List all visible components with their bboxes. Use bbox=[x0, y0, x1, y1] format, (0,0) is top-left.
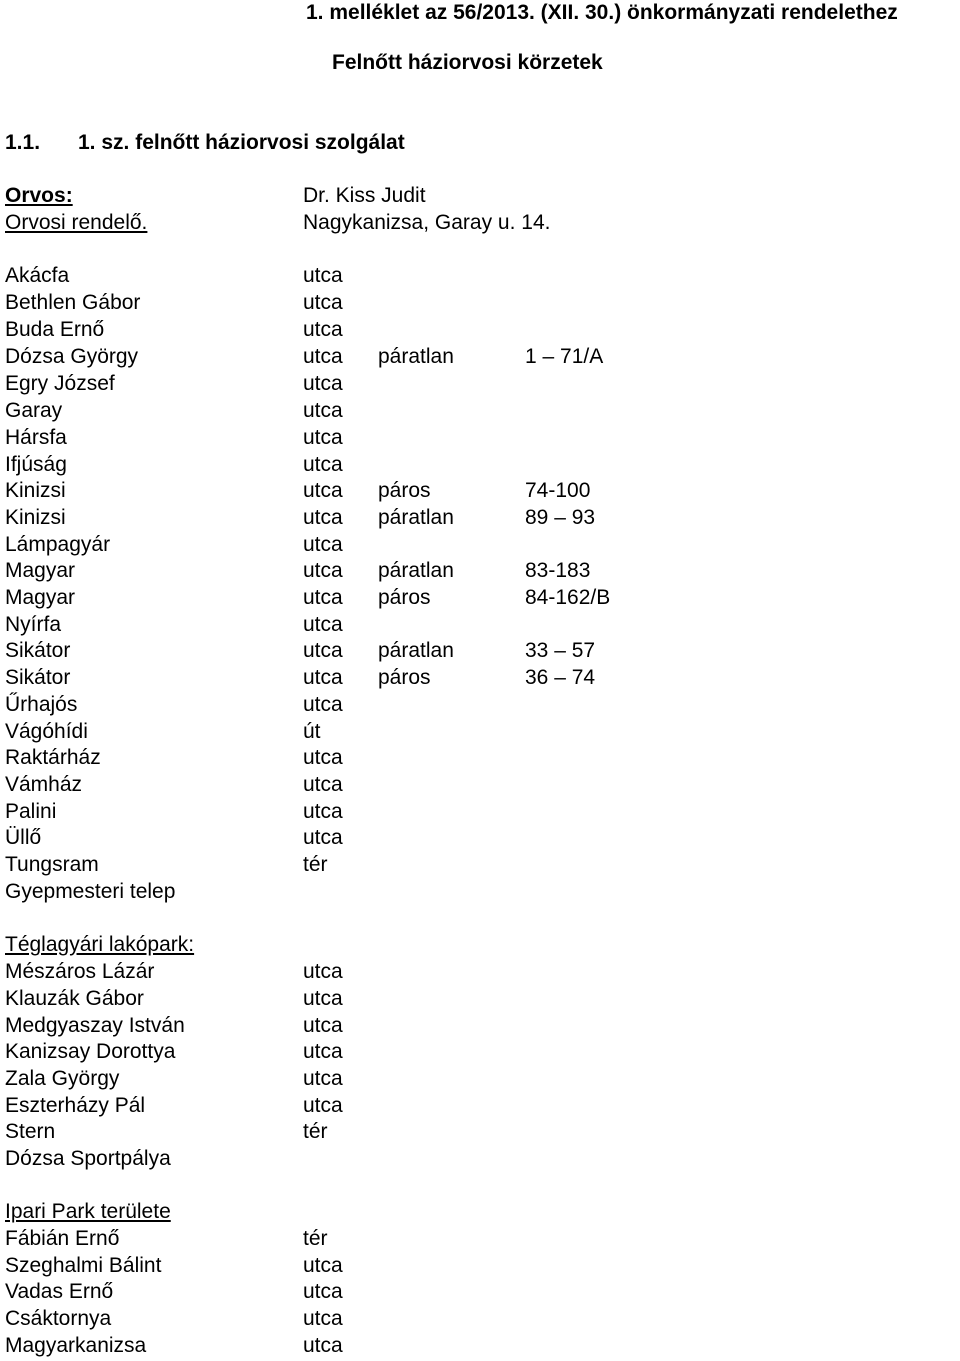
list-item bbox=[0, 1038, 960, 1065]
street-type: utca bbox=[303, 533, 343, 556]
street-type: utca bbox=[303, 1014, 343, 1037]
list-item bbox=[0, 397, 960, 424]
street-name: Űrhajós bbox=[5, 693, 78, 716]
street-type: utca bbox=[303, 264, 343, 287]
street-name: Hársfa bbox=[5, 426, 67, 449]
list-item bbox=[0, 771, 960, 798]
section-heading-label: Téglagyári lakópark: bbox=[5, 933, 195, 956]
street-type: utca bbox=[303, 1307, 343, 1330]
street-name: Dózsa György bbox=[5, 345, 139, 368]
street-range: 33 – 57 bbox=[525, 639, 596, 662]
office-value: Nagykanizsa, Garay u. 14. bbox=[303, 211, 551, 234]
list-item bbox=[0, 477, 960, 504]
office-label: Orvosi rendelő. bbox=[5, 211, 148, 234]
list-item bbox=[0, 798, 960, 825]
street-type: utca bbox=[303, 453, 343, 476]
street-type: utca bbox=[303, 613, 343, 636]
street-name: Eszterházy Pál bbox=[5, 1094, 146, 1117]
street-name: Magyar bbox=[5, 559, 76, 582]
street-type: út bbox=[303, 720, 321, 743]
street-name: Kinizsi bbox=[5, 506, 66, 529]
street-type: utca bbox=[303, 826, 343, 849]
list-item bbox=[0, 1225, 960, 1252]
street-type: utca bbox=[303, 639, 343, 662]
list-item bbox=[0, 637, 960, 664]
list-item bbox=[0, 1332, 960, 1359]
doctor-value: Dr. Kiss Judit bbox=[303, 184, 426, 207]
annex-title: 1. melléklet az 56/2013. (XII. 30.) önkormányzati rendelethez bbox=[306, 1, 898, 24]
list-item bbox=[0, 985, 960, 1012]
street-name: Üllő bbox=[5, 826, 42, 849]
street-type: tér bbox=[303, 853, 328, 876]
list-item bbox=[0, 1065, 960, 1092]
street-parity: páratlan bbox=[378, 345, 454, 368]
list-item bbox=[0, 1092, 960, 1119]
street-type: utca bbox=[303, 291, 343, 314]
list-item bbox=[0, 1145, 960, 1172]
street-type: utca bbox=[303, 987, 343, 1010]
street-range: 1 – 71/A bbox=[525, 345, 604, 368]
list-item bbox=[0, 262, 960, 289]
street-name: Garay bbox=[5, 399, 63, 422]
street-name: Nyírfa bbox=[5, 613, 62, 636]
street-type: utca bbox=[303, 773, 343, 796]
street-name: Sikátor bbox=[5, 639, 71, 662]
street-type: utca bbox=[303, 1254, 343, 1277]
street-parity: páros bbox=[378, 479, 431, 502]
list-item bbox=[0, 584, 960, 611]
street-name: Magyar bbox=[5, 586, 76, 609]
street-name: Stern bbox=[5, 1120, 56, 1143]
street-type: utca bbox=[303, 666, 343, 689]
list-item bbox=[0, 531, 960, 558]
street-range: 83-183 bbox=[525, 559, 591, 582]
list-item bbox=[0, 958, 960, 985]
street-type: utca bbox=[303, 372, 343, 395]
street-type: utca bbox=[303, 1094, 343, 1117]
street-name: Buda Ernő bbox=[5, 318, 105, 341]
street-name: Vámház bbox=[5, 773, 83, 796]
list-item bbox=[0, 451, 960, 478]
list-item bbox=[0, 1278, 960, 1305]
list-item bbox=[0, 878, 960, 905]
street-name: Vágóhídi bbox=[5, 720, 88, 743]
list-item bbox=[0, 557, 960, 584]
street-name: Kinizsi bbox=[5, 479, 66, 502]
doctor-label: Orvos: bbox=[5, 184, 73, 207]
street-type: utca bbox=[303, 746, 343, 769]
street-name: Ifjúság bbox=[5, 453, 67, 476]
street-type: utca bbox=[303, 506, 343, 529]
street-type: utca bbox=[303, 345, 343, 368]
list-item bbox=[0, 718, 960, 745]
street-name: Mészáros Lázár bbox=[5, 960, 155, 983]
list-item bbox=[0, 664, 960, 691]
street-type: utca bbox=[303, 399, 343, 422]
list-item bbox=[0, 370, 960, 397]
list-item bbox=[0, 504, 960, 531]
list-item bbox=[0, 343, 960, 370]
street-type: utca bbox=[303, 318, 343, 341]
street-type: utca bbox=[303, 479, 343, 502]
list-item bbox=[0, 289, 960, 316]
street-name: Dózsa Sportpálya bbox=[5, 1147, 171, 1170]
list-item bbox=[0, 851, 960, 878]
street-type: utca bbox=[303, 1280, 343, 1303]
street-type: utca bbox=[303, 559, 343, 582]
list-item bbox=[0, 424, 960, 451]
list-item bbox=[0, 744, 960, 771]
street-range: 89 – 93 bbox=[525, 506, 596, 529]
street-name: Magyarkanizsa bbox=[5, 1334, 147, 1357]
street-range: 74-100 bbox=[525, 479, 591, 502]
street-type: utca bbox=[303, 800, 343, 823]
street-parity: páratlan bbox=[378, 559, 454, 582]
list-item bbox=[0, 1012, 960, 1039]
list-item bbox=[0, 611, 960, 638]
street-name: Fábián Ernő bbox=[5, 1227, 120, 1250]
street-name: Kanizsay Dorottya bbox=[5, 1040, 176, 1063]
street-type: utca bbox=[303, 586, 343, 609]
section-heading bbox=[0, 1198, 960, 1225]
street-parity: páratlan bbox=[378, 506, 454, 529]
street-name: Lámpagyár bbox=[5, 533, 111, 556]
list-item bbox=[0, 1118, 960, 1145]
section-heading bbox=[0, 931, 960, 958]
street-name: Zala György bbox=[5, 1067, 120, 1090]
street-name: Vadas Ernő bbox=[5, 1280, 114, 1303]
page-title: Felnőtt háziorvosi körzetek bbox=[332, 51, 603, 74]
street-name: Klauzák Gábor bbox=[5, 987, 144, 1010]
street-type: utca bbox=[303, 1334, 343, 1357]
list-item bbox=[0, 1252, 960, 1279]
list-item bbox=[0, 1305, 960, 1332]
street-name: Akácfa bbox=[5, 264, 70, 287]
street-name: Gyepmesteri telep bbox=[5, 880, 176, 903]
street-name: Tungsram bbox=[5, 853, 99, 876]
street-type: tér bbox=[303, 1120, 328, 1143]
street-type: tér bbox=[303, 1227, 328, 1250]
street-name: Sikátor bbox=[5, 666, 71, 689]
street-range: 36 – 74 bbox=[525, 666, 596, 689]
street-type: utca bbox=[303, 1040, 343, 1063]
street-name: Csáktornya bbox=[5, 1307, 112, 1330]
street-range: 84-162/B bbox=[525, 586, 611, 609]
street-type: utca bbox=[303, 960, 343, 983]
street-name: Palini bbox=[5, 800, 57, 823]
street-type: utca bbox=[303, 426, 343, 449]
street-name: Bethlen Gábor bbox=[5, 291, 141, 314]
section-title: 1. sz. felnőtt háziorvosi szolgálat bbox=[78, 131, 405, 154]
street-name: Raktárház bbox=[5, 746, 101, 769]
street-parity: páros bbox=[378, 666, 431, 689]
street-parity: páratlan bbox=[378, 639, 454, 662]
section-heading-label: Ipari Park területe bbox=[5, 1200, 171, 1223]
street-name: Medgyaszay István bbox=[5, 1014, 185, 1037]
street-parity: páros bbox=[378, 586, 431, 609]
street-name: Egry József bbox=[5, 372, 115, 395]
list-item bbox=[0, 691, 960, 718]
list-item bbox=[0, 316, 960, 343]
street-name: Szeghalmi Bálint bbox=[5, 1254, 162, 1277]
section-number: 1.1. bbox=[5, 131, 41, 154]
street-type: utca bbox=[303, 693, 343, 716]
street-type: utca bbox=[303, 1067, 343, 1090]
list-item bbox=[0, 824, 960, 851]
